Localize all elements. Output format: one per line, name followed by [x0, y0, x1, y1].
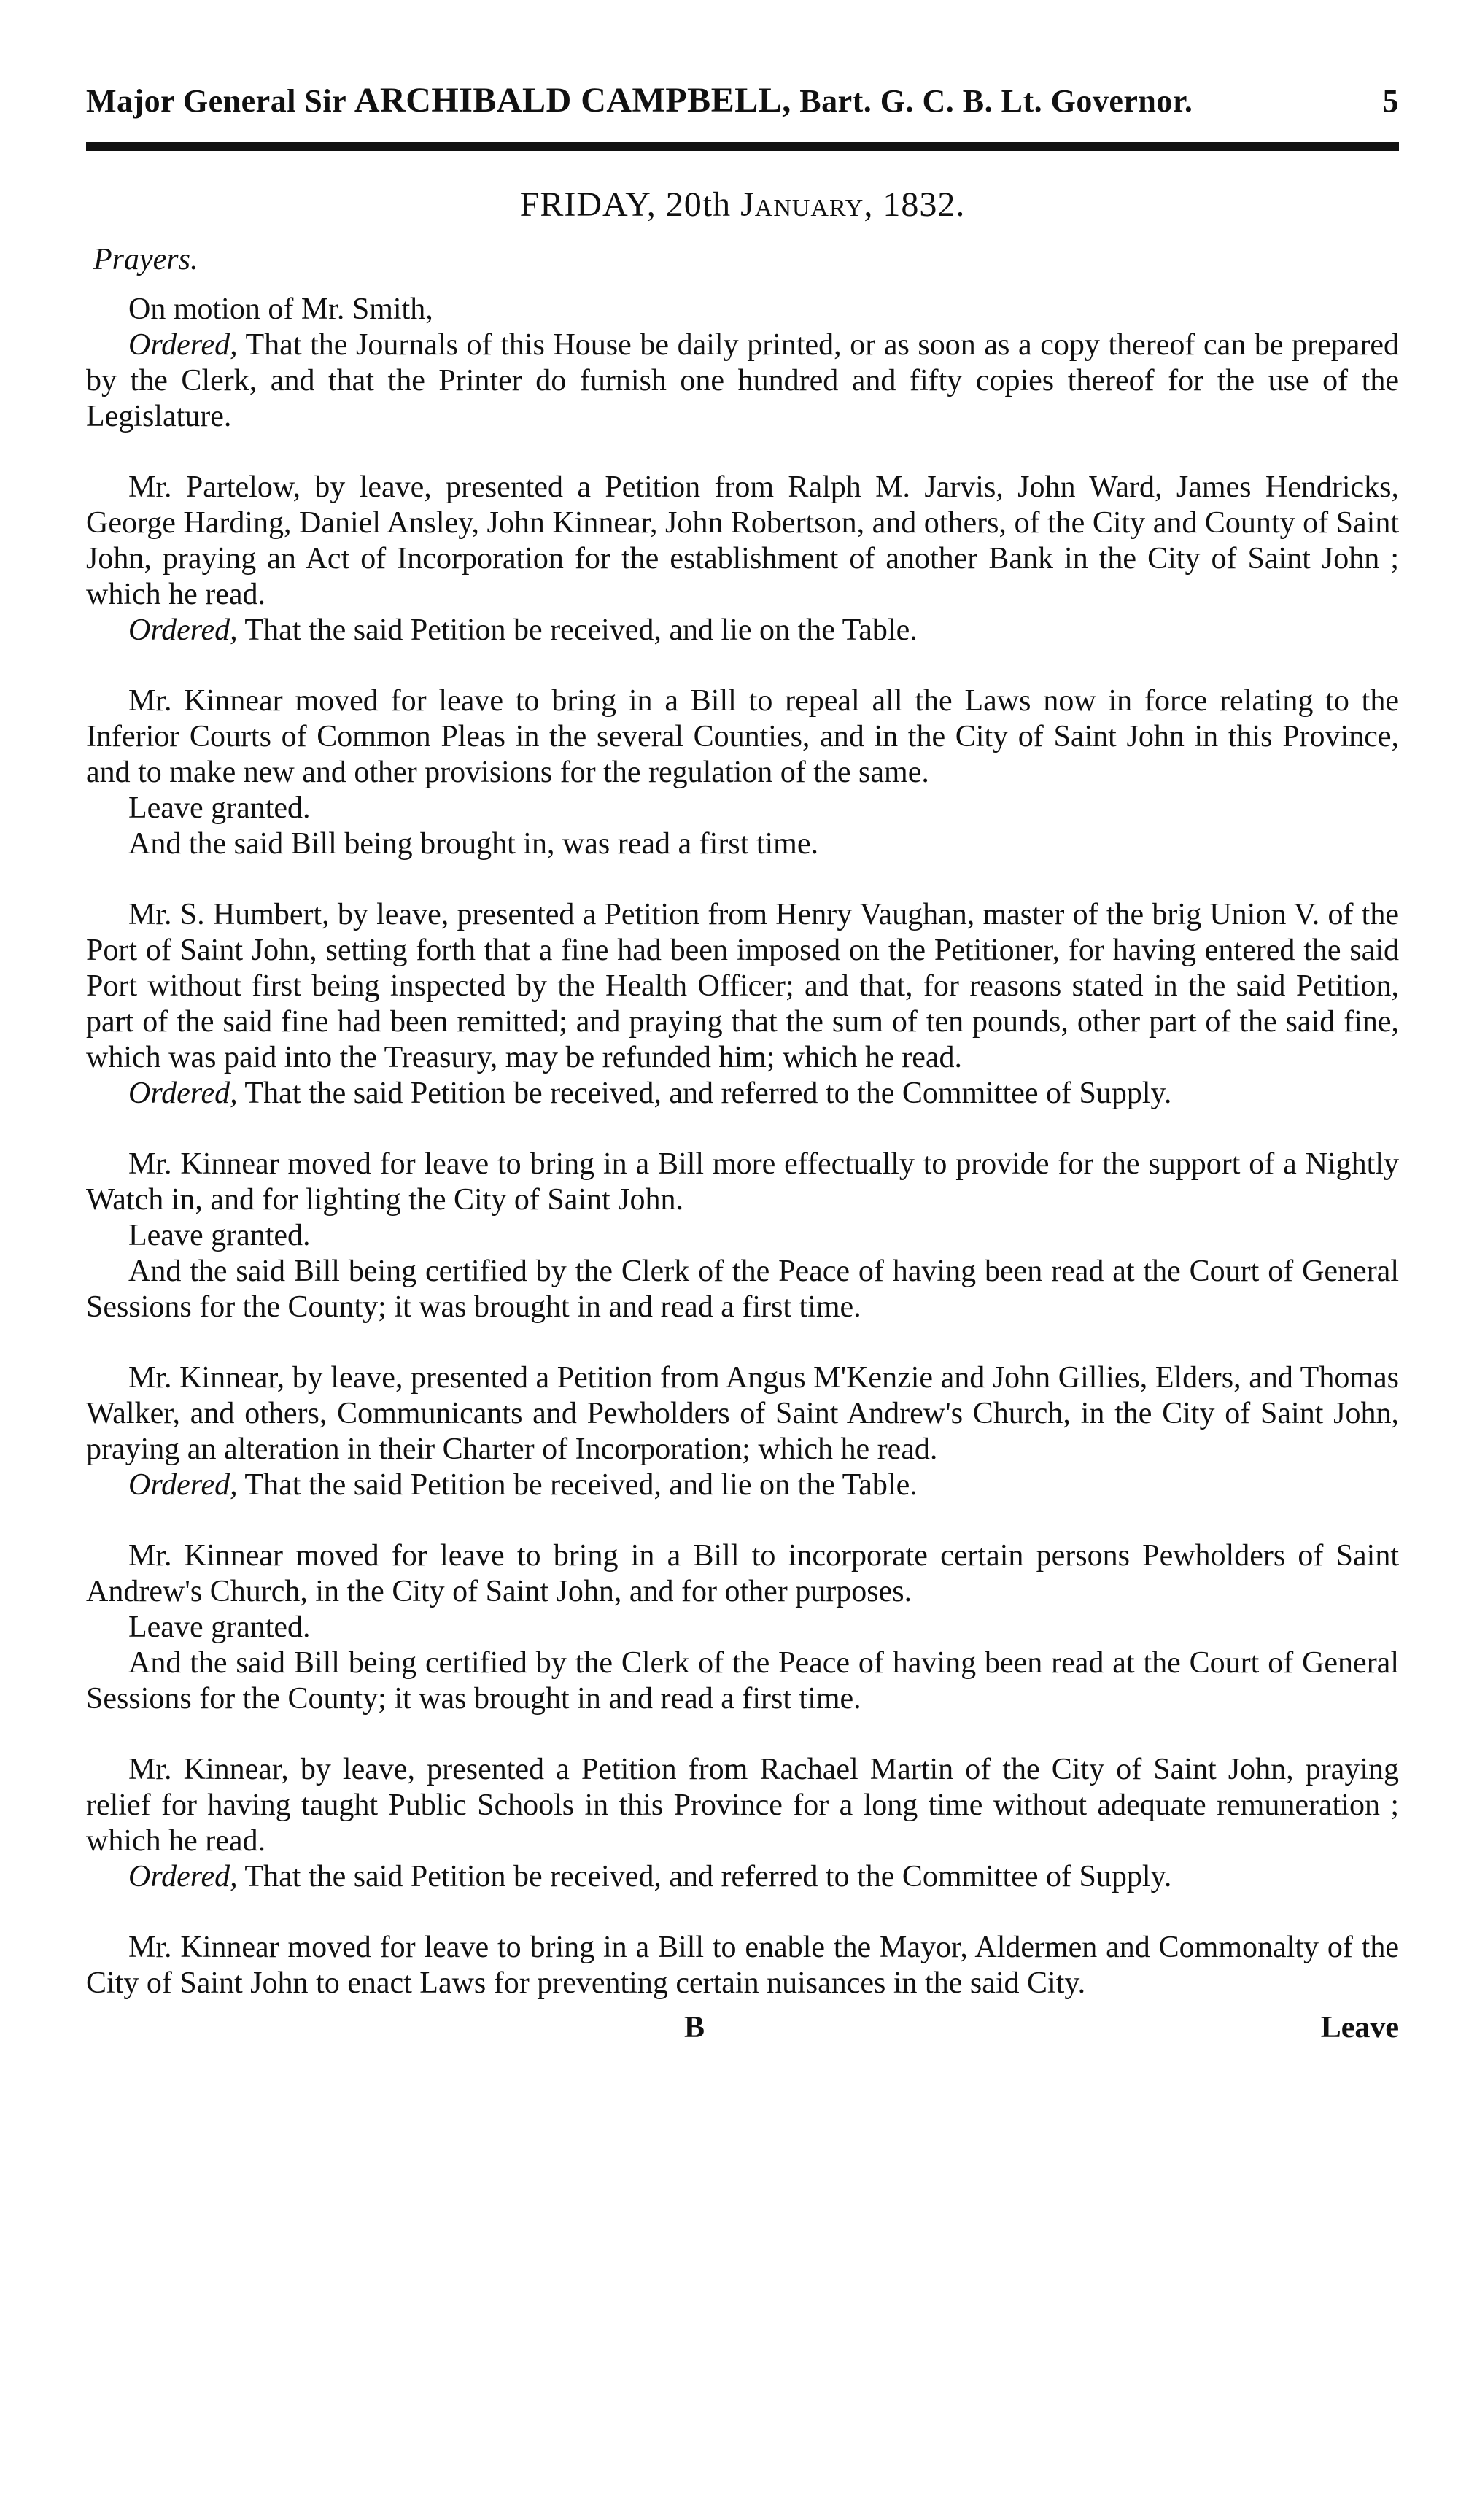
page-number: 5 [1382, 83, 1399, 119]
date-month: January [740, 185, 864, 224]
order-text: That the said Petition be received, and referred to the Committee of Supply. [237, 1077, 1172, 1110]
journal-entry [86, 1538, 1399, 1717]
journal-entry [86, 683, 1399, 862]
entry-paragraph: Mr. Kinnear, by leave, presented a Petition from Rachael Martin of the City of Saint John, praying relief for having taught Public Schools in this Province for a long time without adequate remuneration ; which he read. [86, 1753, 1399, 1858]
journal-entry [86, 292, 1399, 435]
order-text: That the said Petition be received, and referred to the Committee of Supply. [237, 1860, 1172, 1893]
entry-paragraph: Mr. Kinnear moved for leave to bring in a Bill to enable the Mayor, Aldermen and Commonalty of the City of Saint John to enact Laws for preventing certain nuisances in the said City. [86, 1931, 1399, 2000]
ordered-word: Ordered, [128, 1468, 238, 1502]
entry-order [86, 1076, 1399, 1112]
date-year: , 1832. [864, 185, 966, 224]
running-head-suffix: Bart. G. C. B. Lt. Governor. [799, 83, 1193, 119]
date-day: FRIDAY, 20th [519, 185, 732, 224]
journal-entry [86, 897, 1399, 1112]
ordered-word: Ordered, [128, 613, 238, 647]
page-footer [86, 2010, 1399, 2045]
entry-reading: And the said Bill being certified by the Clerk of the Peace of having been read at the Court of General Sessions for the County; it was brought in and read a first time. [86, 1255, 1399, 1324]
journal-entry [86, 1360, 1399, 1503]
entry-leave: Leave granted. [128, 1219, 311, 1252]
catchword: Leave [1320, 2011, 1399, 2044]
order-text: That the Journals of this House be daily printed, or as soon as a copy thereof can be prepared by the Clerk, and that the Printer do furnish one hundred and fifty copies thereof for the use of the Legislature. [86, 328, 1399, 433]
entry-paragraph: Mr. Kinnear, by leave, presented a Petition from Angus M'Kenzie and John Gillies, Elders, and Thomas Walker, and others, Communicants and Pewholders of Saint Andrew's Church, in the City of Saint John, praying an alteration in their Charter of Incorporation; which he read. [86, 1361, 1399, 1466]
running-head-title [86, 80, 1193, 120]
session-date [86, 185, 1399, 225]
header-rule [86, 142, 1399, 152]
entry-order [86, 1859, 1399, 1895]
entry-paragraph: Mr. Kinnear moved for leave to bring in a Bill to repeal all the Laws now in force relating to the Inferior Courts of Common Pleas in the several Counties, and in the City of Saint John in this Province, and to make new and other provisions for the regulation of the same. [86, 684, 1399, 789]
entry-paragraph: Mr. Kinnear moved for leave to bring in a Bill to incorporate certain persons Pewholders of Saint Andrew's Church, in the City of Saint John, and for other purposes. [86, 1539, 1399, 1608]
journal-page [86, 80, 1399, 2045]
entry-paragraph: Mr. S. Humbert, by leave, presented a Petition from Henry Vaughan, master of the brig Union V. of the Port of Saint John, setting forth that a fine had been imposed on the Petitioner, for having entered the said Port without first being inspected by the Health Officer; and that, for reasons stated in the said Petition, part of the said fine had been remitted; and praying that the sum of ten pounds, other part of the said fine, which was paid into the Treasury, may be refunded him; which he read. [86, 898, 1399, 1074]
entry-leave: Leave granted. [128, 1610, 311, 1644]
entry-order [86, 613, 1399, 648]
margin-note-prayers: Prayers. [93, 243, 198, 276]
entry-paragraph: Mr. Kinnear moved for leave to bring in a Bill more effectually to provide for the support of a Nightly Watch in, and for lighting the City of Saint John. [86, 1147, 1399, 1217]
journal-entry [86, 470, 1399, 648]
order-text: That the said Petition be received, and lie on the Table. [237, 1468, 918, 1502]
journal-entry [86, 1752, 1399, 1895]
entry-order [86, 1468, 1399, 1503]
journal-entry [86, 1930, 1399, 2001]
signature-mark: B [684, 2011, 705, 2044]
ordered-word: Ordered, [128, 1077, 238, 1110]
entry-leave: Leave granted. [128, 791, 311, 825]
running-head-name: ARCHIBALD CAMPBELL, [354, 81, 791, 120]
entry-paragraph: Mr. Partelow, by leave, presented a Petition from Ralph M. Jarvis, John Ward, James Hendricks, George Harding, Daniel Ansley, John Kinnear, John Robertson, and others, of the City and County of Saint John, praying an Act of Incorporation for the establishment of another Bank in the City of Saint John ; which he read. [86, 470, 1399, 611]
journal-entry [86, 1147, 1399, 1325]
order-text: That the said Petition be received, and lie on the Table. [237, 613, 918, 647]
entry-reading: And the said Bill being brought in, was read a first time. [128, 827, 818, 861]
running-head [86, 80, 1399, 120]
entry-paragraph: On motion of Mr. Smith, [128, 292, 433, 326]
ordered-word: Ordered, [128, 1860, 238, 1893]
running-head-prefix: Major General Sir [86, 83, 346, 119]
entry-order [86, 327, 1399, 435]
entry-reading: And the said Bill being certified by the Clerk of the Peace of having been read at the Court of General Sessions for the County; it was brought in and read a first time. [86, 1646, 1399, 1715]
ordered-word: Ordered, [128, 328, 238, 362]
